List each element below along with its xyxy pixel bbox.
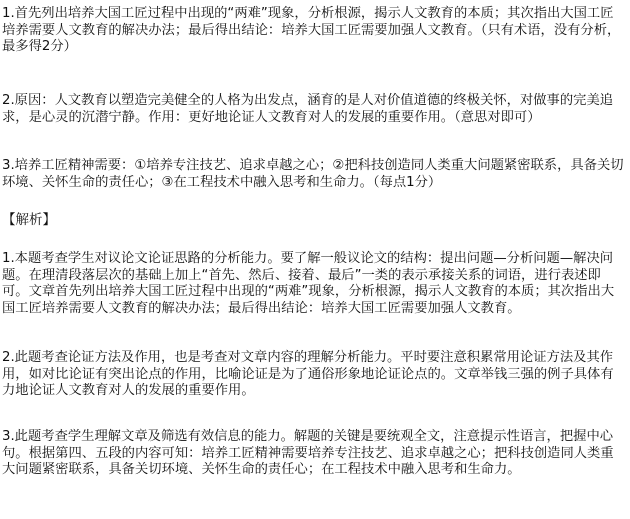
answer-3: 3.培养工匠精神需要：①培养专注技艺、追求卓越之心；②把科技创造同人类重大问题紧密联系，具备关切环境、关怀生命的责任心；③在工程技术中融入思考和生命力。（每点1分） <box>2 158 624 190</box>
analysis-1: 1.本题考查学生对议论文论证思路的分析能力。要了解一般议论文的结构：提出问题—分析问题—解决问题。在理清段落层次的基础上加上“首先、然后、接着、最后”一类的表示承接关系的词语，进行表述即可。文章首先列出培养大国工匠过程中出现的“两难”现象，分析根源，揭示人文教育的本质；其次指出大国工匠培养需要人文教育的解决办法；最后得出结论：培养大国工匠需要加强人文教育。 <box>2 251 615 316</box>
answer-1: 1.首先列出培养大国工匠过程中出现的“两难”现象，分析根源，揭示人文教育的本质；其次指出大国工匠培养需要人文教育的解决办法；最后得出结论：培养大国工匠需要加强人文教育。（只有术语，没有分析，最多得2分） <box>2 6 621 54</box>
answer-2: 2.原因：人文教育以塑造完美健全的人格为出发点，涵育的是人对价值道德的终极关怀，对做事的完美追求，是心灵的沉潜宁静。作用：更好地论证人文教育对人的发展的重要作用。（意思对即可） <box>2 93 614 125</box>
analysis-3: 3.此题考查学生理解文章及筛选有效信息的能力。解题的关键是要统观全文，注意提示性语言，把握中心句。根据第四、五段的内容可知：培养工匠精神需要培养专注技艺、追求卓越之心；把科技创造同人类重大问题紧密联系，具备关切环境、关怀生命的责任心；在工程技术中融入思考和生命力。 <box>2 429 614 477</box>
analysis-2: 2.此题考查论证方法及作用，也是考查对文章内容的理解分析能力。平时要注意积累常用论证方法及其作用，如对比论证有突出论点的作用，比喻论证是为了通俗形象地论证论点的。文章举钱三强的例子具体有力地论证人文教育对人的发展的重要作用。 <box>2 350 614 398</box>
analysis-heading: 【解析】 <box>2 212 56 228</box>
